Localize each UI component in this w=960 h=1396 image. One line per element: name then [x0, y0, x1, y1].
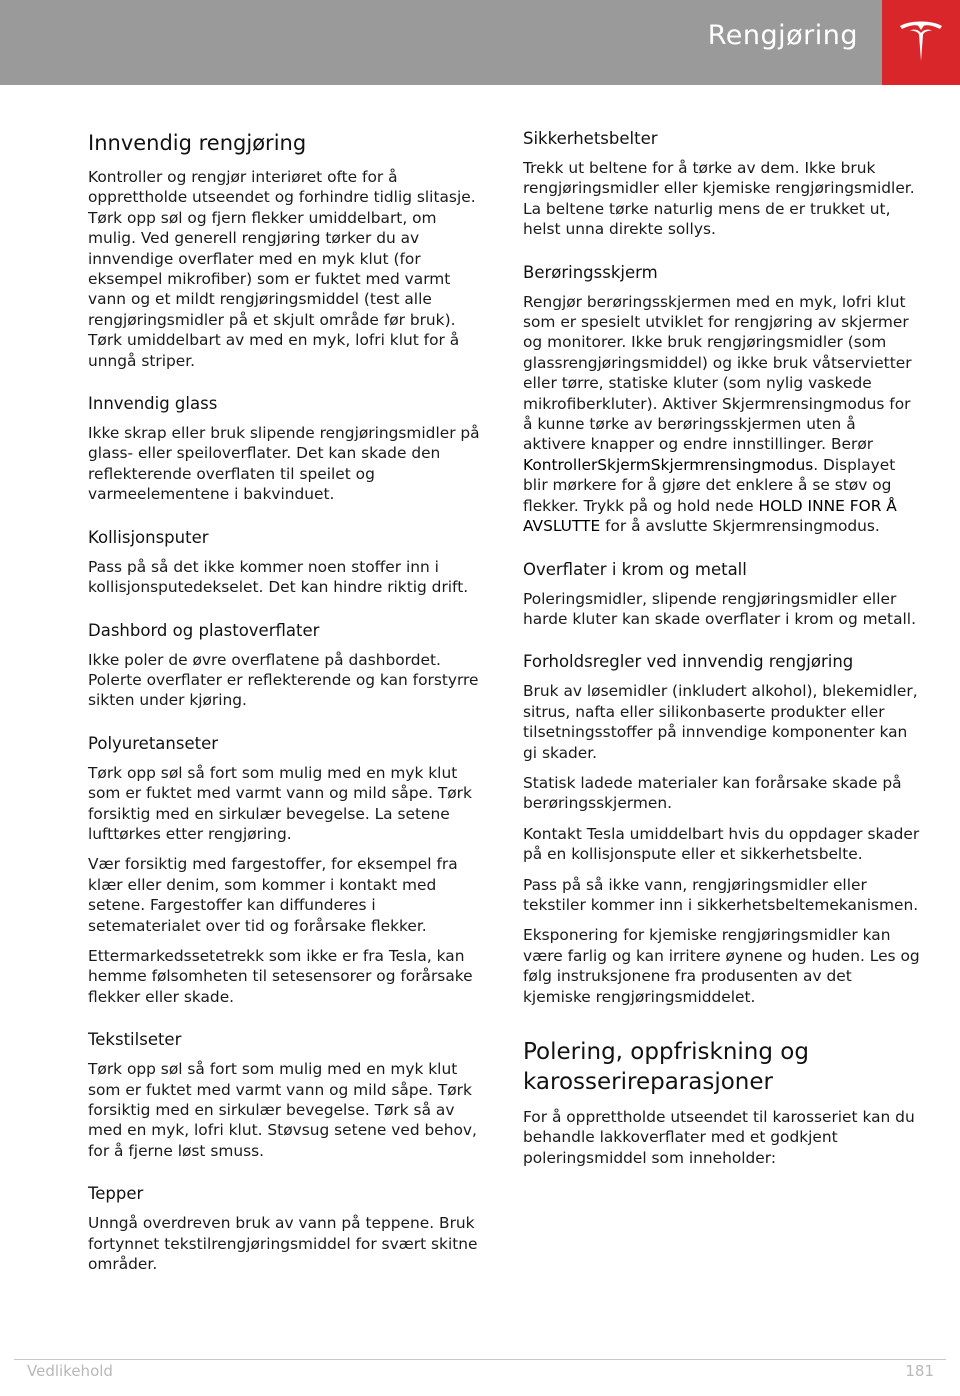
paragraph-textile: Tørk opp søl så fort som mulig med en myk klut som er fuktet med varmt vann og mild såpe. Tørk forsiktig med en sirkulær bevegelse. Tørk så av med en myk, lofri klut. Støvsug setene ved behov, for å fjerne løst smuss. — [88, 1060, 477, 1160]
heading-polishing: Polering, oppfriskning og karosserireparasjoner — [523, 1039, 809, 1095]
footer-section-label: Vedlikehold — [27, 1362, 113, 1380]
touchscreen-text-c: for å avslutte Skjermrensingmodus. — [600, 517, 880, 536]
screen-clean-mode-path: KontrollerSkjermSkjermrensingmodus — [523, 455, 814, 474]
paragraph-glass: Ikke skrap eller bruk slipende rengjøringsmidler på glass- eller speiloverflater. Det kan skade den reflekterende overflaten til speilet og varmeelementene i bakvinduet. — [88, 424, 480, 504]
paragraph-interior: Kontroller og rengjør interiøret ofte for å opprettholde utseendet og forhindre tidlig slitasje. Tørk opp søl og fjern flekker umiddelbart, om mulig. Ved generell rengjøring tørker du av innvendige overflater med en myk klut (for eksempel mikrofiber) som er fuktet med varmt vann og et mildt rengjøringsmiddel (test alle rengjøringsmidler på et skjult område før bruk). Tørk umiddelbart av med en myk, lofri klut for å unngå striper. — [88, 168, 476, 370]
heading-interior-cleaning: Innvendig rengjøring — [88, 131, 307, 155]
page-title: Rengjøring — [707, 20, 858, 51]
paragraph-carpets: Unngå overdreven bruk av vann på teppene. Bruk fortynnet tekstilrengjøringsmiddel for svært skitne områder. — [88, 1214, 478, 1274]
heading-polyurethane-seats: Polyuretanseter — [88, 733, 219, 753]
heading-cleaning-precautions: Forholdsregler ved innvendig rengjøring — [523, 652, 854, 672]
left-column — [88, 128, 486, 1284]
heading-interior-glass: Innvendig glass — [88, 394, 218, 414]
tesla-logo-icon — [896, 17, 946, 65]
paragraph-caution-4: Pass på så ikke vann, rengjøringsmidler eller tekstiler kommer inn i sikkerhetsbeltemekanismen. — [523, 875, 919, 914]
paragraph-seat-belts: Trekk ut beltene for å tørke av dem. Ikke bruk rengjøringsmidler eller kjemiske rengjøringsmidler. La beltene tørke naturlig mens de er trukket ut, helst unna direkte sollys. — [523, 159, 915, 239]
heading-dashboard: Dashbord og plastoverflater — [88, 620, 320, 640]
heading-seat-belts: Sikkerhetsbelter — [523, 129, 658, 148]
paragraph-caution-5: Eksponering for kjemiske rengjøringsmidler kan være farlig og kan irritere øynene og huden. Les og følg instruksjonene fra produsenten av det kjemiske rengjøringsmiddelet. — [523, 926, 920, 1006]
heading-touchscreen: Berøringsskjerm — [523, 262, 658, 282]
paragraph-poly-1: Tørk opp søl så fort som mulig med en myk klut som er fuktet med varmt vann og mild såpe. Tørk forsiktig med en sirkulær bevegelse. La setene lufttørkes etter rengjøring. — [88, 763, 472, 843]
paragraph-airbags: Pass på så det ikke kommer noen stoffer inn i kollisjonsputedekselet. Det kan hindre riktig drift. — [88, 557, 469, 597]
hold-to-exit-label: HOLD INNE FOR Å AVSLUTTE — [523, 496, 897, 536]
page-header — [0, 0, 960, 85]
paragraph-dashboard: Ikke poler de øvre overflatene på dashbordet. Polerte overflater er reflekterende og kan forstyrre sikten under kjøring. — [88, 650, 479, 710]
heading-airbags: Kollisjonsputer — [88, 527, 209, 547]
paragraph-poly-3: Ettermarkedssetetrekk som ikke er fra Tesla, kan hemme følsomheten til setesensorer og forårsake flekker eller skade. — [88, 946, 473, 1006]
paragraph-caution-2: Statisk ladede materialer kan forårsake skade på berøringsskjermen. — [523, 773, 902, 813]
brand-logo-box — [882, 0, 960, 85]
heading-carpets: Tepper — [88, 1184, 144, 1204]
paragraph-chrome-metal: Poleringsmidler, slipende rengjøringsmidler eller harde kluter kan skade overflater i krom og metall. — [523, 589, 916, 628]
touchscreen-text-b: . Displayet blir mørkere for å gjøre det enklere å se støv og flekker. Trykk på og hold nede — [523, 455, 896, 515]
paragraph-caution-1: Bruk av løsemidler (inkludert alkohol), blekemidler, sitrus, nafta eller silikonbaserte produkter eller tilsetningsstoffer på innvendige komponenter kan gi skader. — [523, 682, 918, 762]
paragraph-poly-2: Vær forsiktig med fargestoffer, for eksempel fra klær eller denim, som kommer i kontakt med setene. Fargestoffer kan diffunderes i setematerialet over tid og forårsake flekker. — [88, 855, 458, 935]
footer-divider — [14, 1359, 946, 1360]
heading-chrome-metal: Overflater i krom og metall — [523, 559, 747, 579]
paragraph-touchscreen — [523, 292, 923, 537]
right-column — [523, 128, 923, 1178]
touchscreen-text-a: Rengjør berøringsskjermen med en myk, lofri klut som er spesielt utviklet for rengjøring av skjermer og monitorer. Ikke bruk rengjøringsmidler (som glassrengjøringsmiddel) og ikke bruk våtservietter eller tørre, statiske kluter (som nylig vaskede mikrofiberkluter). Aktiver Skjermrensingmodus for å kunne tørke av berøringsskjermen uten å aktivere knapper og endre innstillinger. Berør — [523, 292, 912, 454]
paragraph-polishing: For å opprettholde utseendet til karosseriet kan du behandle lakkoverflater med et godkjent poleringsmiddel som inneholder: — [523, 1108, 915, 1167]
paragraph-caution-3: Kontakt Tesla umiddelbart hvis du oppdager skader på en kollisjonspute eller et sikkerhetsbelte. — [523, 824, 920, 864]
page-number: 181 — [905, 1362, 934, 1380]
heading-textile-seats: Tekstilseter — [88, 1030, 182, 1050]
